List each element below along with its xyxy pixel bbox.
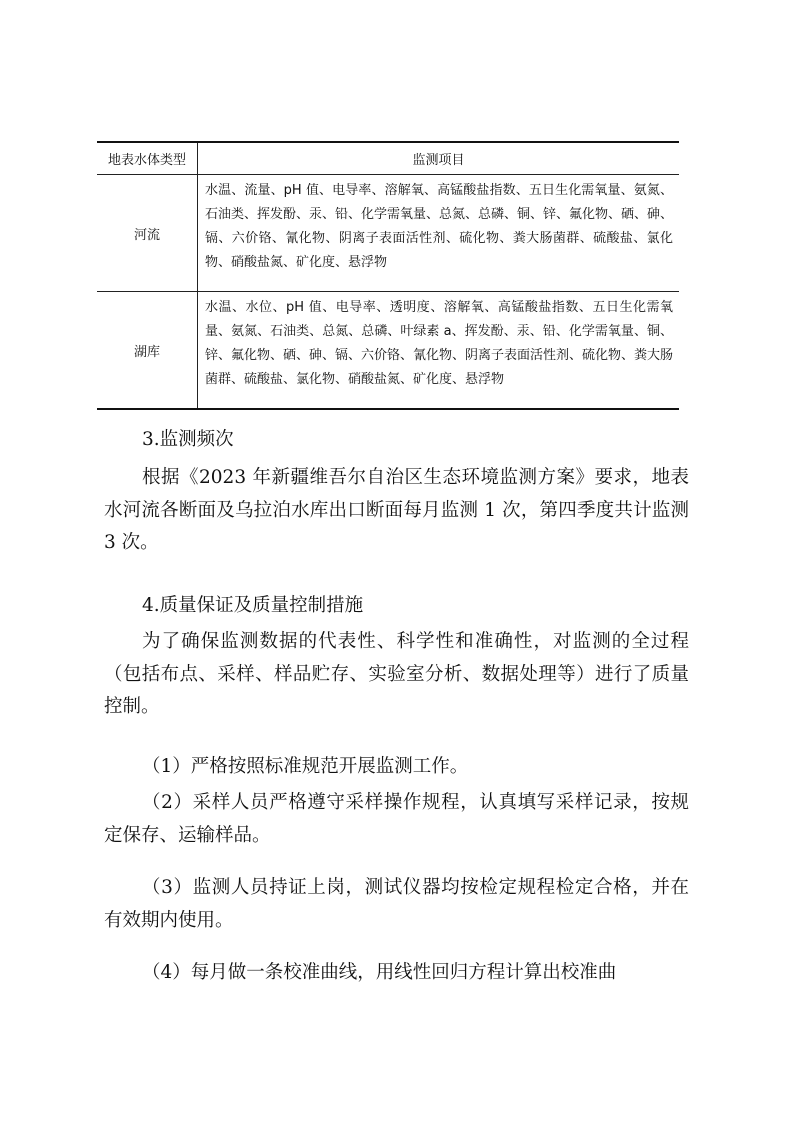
section-heading: 3.监测频次 bbox=[142, 429, 234, 450]
table-header-row bbox=[97, 142, 679, 175]
table-row bbox=[97, 175, 679, 292]
section-heading: 4.质量保证及质量控制措施 bbox=[142, 595, 364, 616]
monitoring-items-cell: 水温、水位、pH 值、电导率、透明度、溶解氧、高锰酸盐指数、五日生化需氧量、氨氮、石油类、总氮、总磷、叶绿素 a、挥发酚、汞、铅、化学需氧量、铜、锌、氟化物、硒、砷、镉、六价铬、氰化物、阴离子表面活性剂、硫化物、粪大肠菌群、硫酸盐、氯化物、硝酸盐氮、矿化度、悬浮物 bbox=[205, 300, 674, 387]
column-header-water-type: 地表水体类型 bbox=[97, 142, 198, 175]
list-item: （2）采样人员严格遵守采样操作规程，认真填写采样记录，按规定保存、运输样品。 bbox=[104, 792, 689, 846]
list-item: （1）严格按照标准规范开展监测工作。 bbox=[142, 756, 469, 777]
column-header-monitoring-items: 监测项目 bbox=[412, 153, 465, 168]
water-type-cell: 湖库 bbox=[97, 292, 198, 410]
paragraph: 根据《2023 年新疆维吾尔自治区生态环境监测方案》要求，地表水河流各断面及乌拉泊水库出口断面每月监测 1 次，第四季度共计监测 3 次。 bbox=[104, 467, 689, 553]
monitoring-items-table bbox=[97, 141, 679, 410]
table-row bbox=[97, 292, 679, 410]
monitoring-items-cell: 水温、流量、pH 值、电导率、溶解氧、高锰酸盐指数、五日生化需氧量、氨氮、石油类、挥发酚、汞、铅、化学需氧量、总氮、总磷、铜、锌、氟化物、硒、砷、镉、六价铬、氰化物、阴离子表面活性剂、硫化物、粪大肠菌群、硫酸盐、氯化物、硝酸盐氮、矿化度、悬浮物 bbox=[205, 183, 674, 270]
list-item: （4）每月做一条校准曲线，用线性回归方程计算出校准曲 bbox=[142, 962, 617, 983]
paragraph: 为了确保监测数据的代表性、科学性和准确性，对监测的全过程（包括布点、采样、样品贮存、实验室分析、数据处理等）进行了质量控制。 bbox=[104, 631, 689, 717]
list-item: （3）监测人员持证上岗，测试仪器均按检定规程检定合格，并在有效期内使用。 bbox=[104, 877, 689, 931]
water-type-cell: 河流 bbox=[97, 175, 198, 292]
